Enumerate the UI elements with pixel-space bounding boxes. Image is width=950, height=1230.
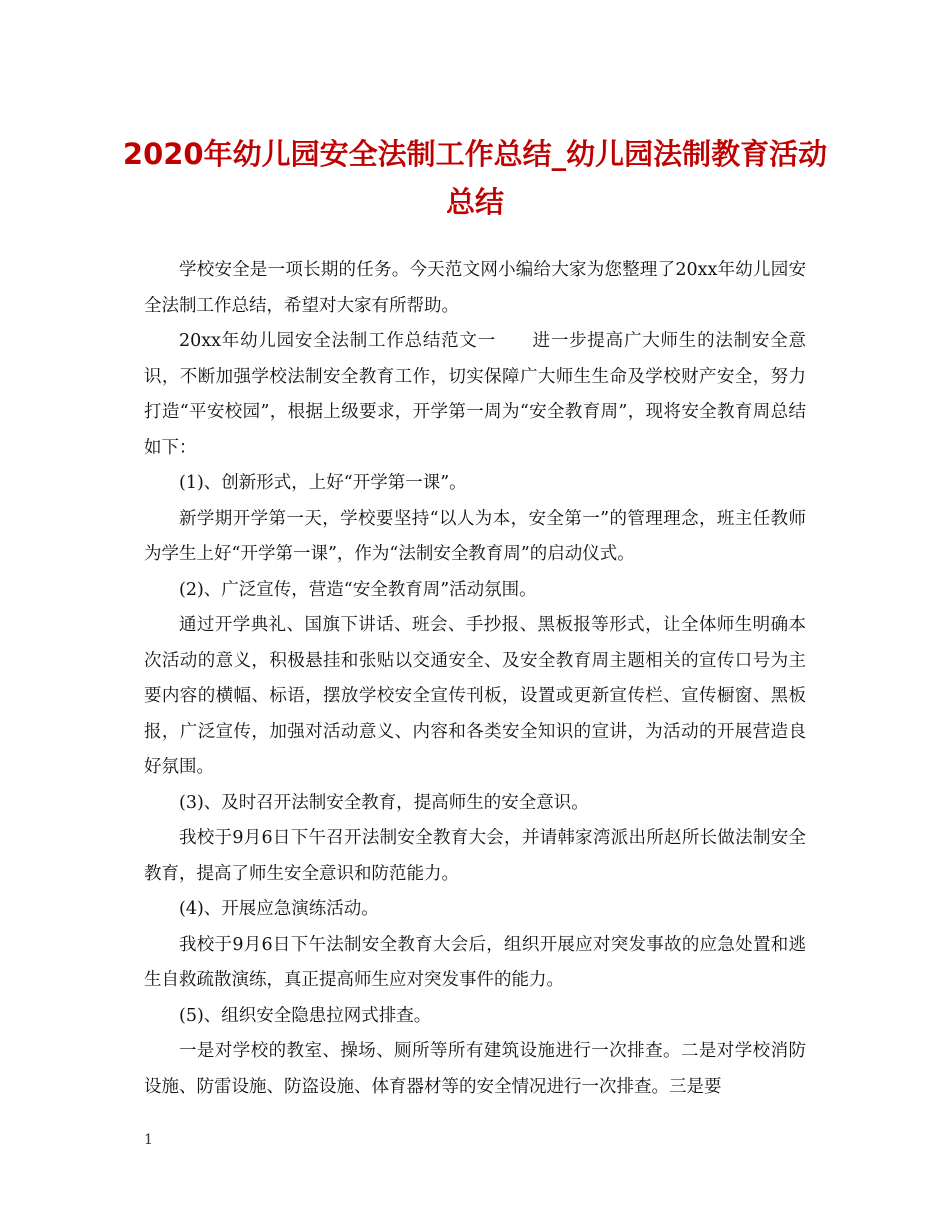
paragraph-sample-one: 20xx年幼儿园安全法制工作总结范文一 进一步提高广大师生的法制安全意识，不断加强学校法制安全教育工作，切实保障广大师生生命及学校财产安全，努力打造“平安校园”，根据上级要求，开学第一周为“安全教育周”，现将安全教育周总结如下：	[144, 331, 806, 458]
section-heading-3: (3)、及时召开法制安全教育，提高师生的安全意识。	[179, 792, 589, 813]
document-title: 2020年幼儿园安全法制工作总结_幼儿园法制教育活动总结	[122, 137, 828, 219]
paragraph-section-5: 一是对学校的教室、操场、厕所等所有建筑设施进行一次排查。二是对学校消防设施、防雷设施、防盗设施、体育器材等的安全情况进行一次排查。三是要	[144, 1041, 806, 1097]
document-body	[144, 253, 806, 1105]
section-heading-1: (1)、创新形式，上好“开学第一课”。	[179, 473, 467, 493]
paragraph-intro: 学校安全是一项长期的任务。今天范文网小编给大家为您整理了20xx年幼儿园安全法制工作总结，希望对大家有所帮助。	[144, 260, 806, 316]
section-heading-2: (2)、广泛宣传，营造“安全教育周”活动氛围。	[179, 579, 537, 600]
paragraph-section-3: 我校于9月6日下午召开法制安全教育大会，并请韩家湾派出所赵所长做法制安全教育，提高了师生安全意识和防范能力。	[144, 828, 806, 884]
section-heading-5: (5)、组织安全隐患拉网式排查。	[179, 1005, 432, 1026]
page-number: 1	[144, 1132, 153, 1148]
paragraph-section-2: 通过开学典礼、国旗下讲话、班会、手抄报、黑板报等形式，让全体师生明确本次活动的意义，积极悬挂和张贴以交通安全、及安全教育周主题相关的宣传口号为主要内容的横幅、标语，摆放学校安全宣传刊板，设置或更新宣传栏、宣传橱窗、黑板报，广泛宣传，加强对活动意义、内容和各类安全知识的宣讲，为活动的开展营造良好氛围。	[144, 615, 806, 777]
section-heading-4: (4)、开展应急演练活动。	[179, 899, 379, 919]
paragraph-section-1: 新学期开学第一天，学校要坚持“以人为本，安全第一”的管理理念，班主任教师为学生上好“开学第一课”，作为“法制安全教育周”的启动仪式。	[144, 508, 806, 564]
paragraph-section-4: 我校于9月6日下午法制安全教育大会后，组织开展应对突发事故的应急处置和逃生自救疏散演练，真正提高师生应对突发事件的能力。	[144, 934, 806, 990]
